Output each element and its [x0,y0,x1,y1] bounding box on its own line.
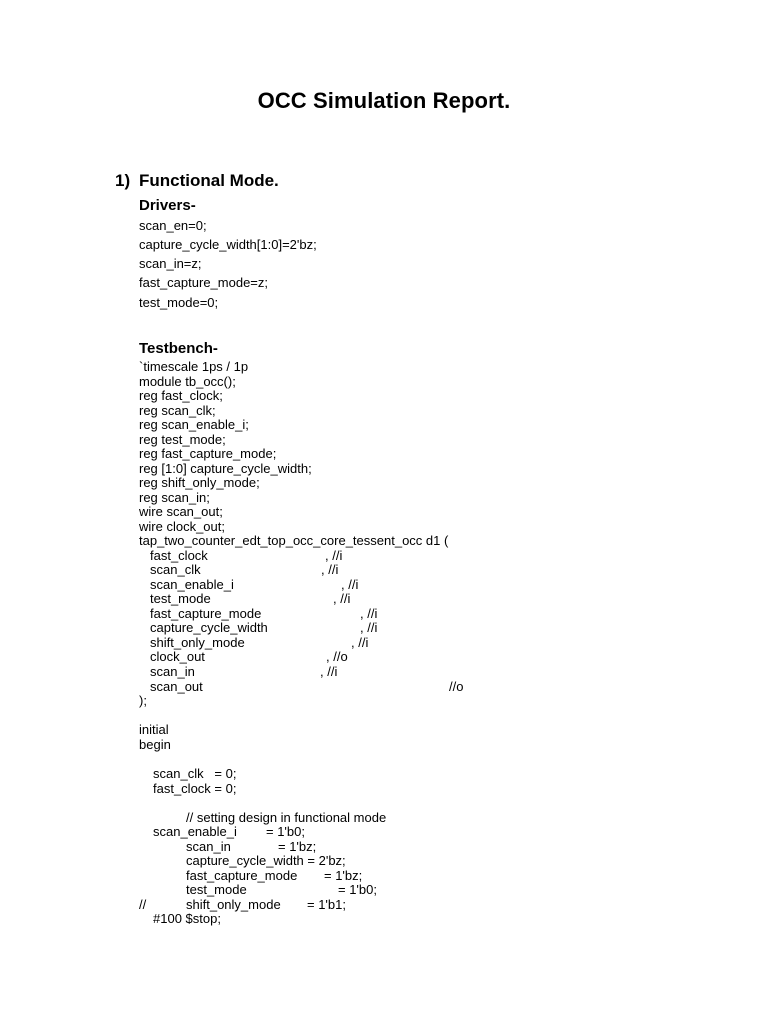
port-name: fast_clock [150,548,208,563]
port-comment: , //o [326,649,348,664]
section-number: 1) [115,171,131,190]
assign-lhs: scan_enable_i [153,824,237,839]
port-name: scan_out [150,679,203,694]
code-line: #100 $stop; [153,911,221,926]
assign-rhs: = 1'b0; [338,882,377,897]
assign-lhs: capture_cycle_width = 2'bz; [186,853,346,868]
port-comment: , //i [341,577,359,592]
code-line: reg scan_clk; [139,403,216,418]
code-line: wire clock_out; [139,519,225,534]
code-line: reg test_mode; [139,432,226,447]
port-name: scan_enable_i [150,577,234,592]
port-comment: //o [449,679,464,694]
code-line: `timescale 1ps / 1p [139,359,249,374]
port-name: clock_out [150,649,205,664]
code-line: ); [139,693,147,708]
code-line: scan_clk = 0; [153,766,237,781]
assign-lhs: fast_capture_mode [186,868,298,883]
testbench-heading: Testbench- [139,340,218,357]
driver-line: capture_cycle_width[1:0]=2'bz; [139,237,317,252]
code-line: wire scan_out; [139,504,223,519]
port-name: scan_clk [150,562,201,577]
port-comment: , //i [320,664,338,679]
port-comment: , //i [351,635,369,650]
code-line: initial [139,722,169,737]
section-title: Functional Mode. [139,171,279,190]
port-comment: , //i [360,606,378,621]
port-name: test_mode [150,591,211,606]
code-line: fast_clock = 0; [153,781,237,796]
driver-line: fast_capture_mode=z; [139,275,268,290]
port-comment: , //i [325,548,343,563]
code-line: reg fast_capture_mode; [139,446,277,461]
assign-lhs: shift_only_mode [186,897,281,912]
assign-rhs: = 1'bz; [278,839,317,854]
port-name: shift_only_mode [150,635,245,650]
code-line: tap_two_counter_edt_top_occ_core_tessent_occ d1 ( [139,533,449,548]
code-line: reg [1:0] capture_cycle_width; [139,461,312,476]
code-line: reg scan_enable_i; [139,417,249,432]
page-title: OCC Simulation Report. [257,88,511,113]
assign-rhs: = 1'bz; [324,868,363,883]
code-comment: // setting design in functional mode [186,810,387,825]
port-name: capture_cycle_width [150,620,268,635]
assign-rhs: = 1'b0; [266,824,305,839]
assign-lhs: test_mode [186,882,247,897]
code-line: module tb_occ(); [139,374,236,389]
port-comment: , //i [333,591,351,606]
assign-rhs: = 1'b1; [307,897,346,912]
code-line: reg scan_in; [139,490,210,505]
assign-lhs: scan_in [186,839,231,854]
port-name: fast_capture_mode [150,606,262,621]
code-line: reg fast_clock; [139,388,223,403]
port-comment: , //i [321,562,339,577]
driver-line: scan_en=0; [139,218,207,233]
driver-line: scan_in=z; [139,256,202,271]
code-line: begin [139,737,171,752]
port-comment: , //i [360,620,378,635]
port-name: scan_in [150,664,195,679]
assign-prefix: // [139,897,147,912]
drivers-heading: Drivers- [139,197,196,214]
driver-line: test_mode=0; [139,295,219,310]
code-line: reg shift_only_mode; [139,475,260,490]
